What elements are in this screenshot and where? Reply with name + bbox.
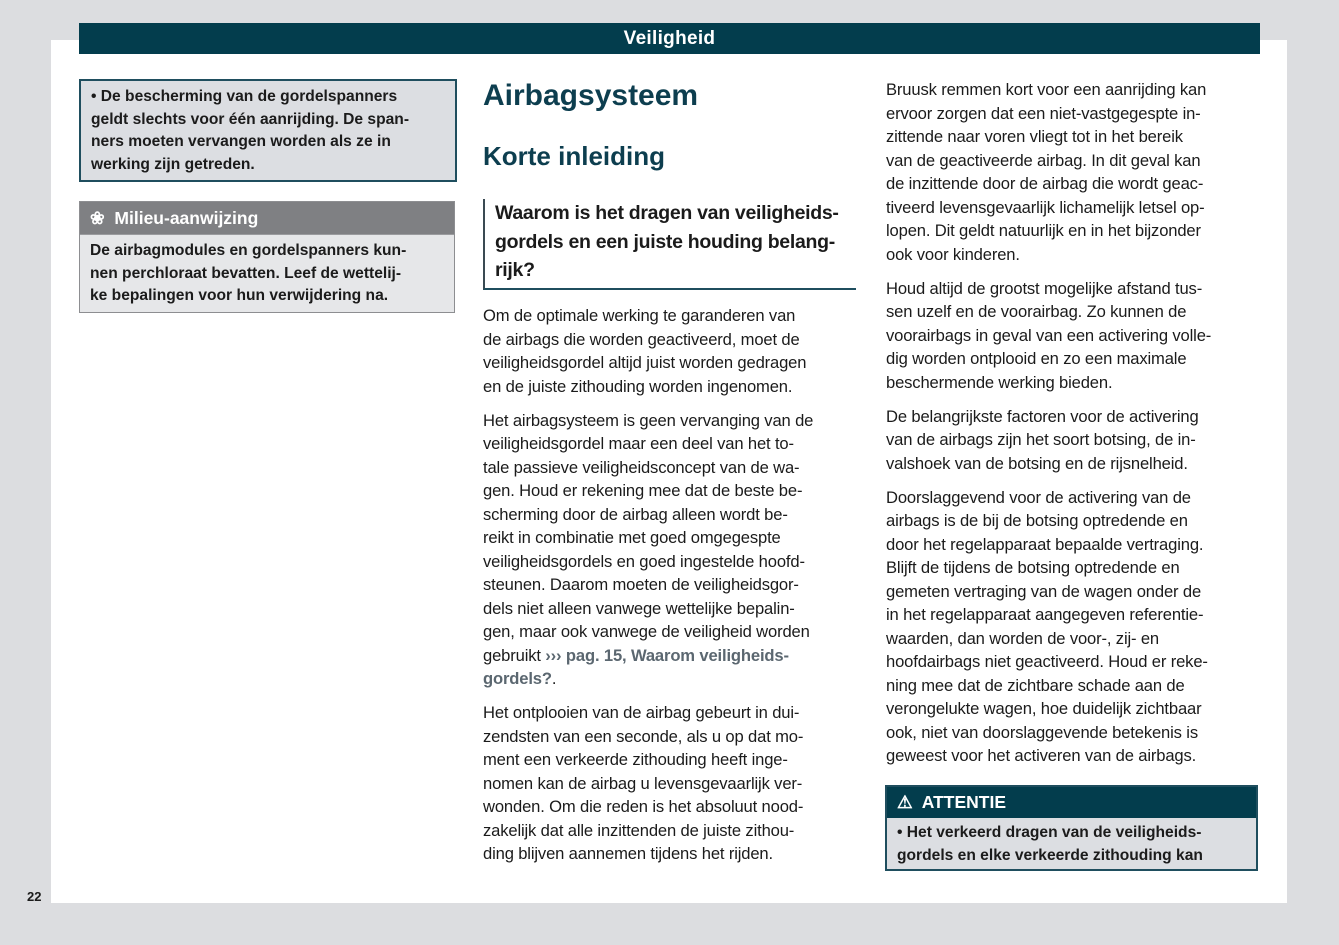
text-line: Het ontplooien van de airbag gebeurt in dui- [483,703,800,722]
text-line: Bruusk remmen kort voor een aanrijding kan [886,80,1207,99]
text-line: ook, niet van doorslaggevende betekenis is [886,722,1198,742]
arrows-icon: ››› [545,645,562,665]
paragraph-lines [483,409,863,644]
text-line: sen uzelf en de voorairbag. Zo kunnen de [886,302,1187,321]
text-line: geweest voor het activeren van de airbags. [886,746,1197,765]
paragraph [886,277,1266,395]
environment-note [79,201,455,313]
text-line: gemeten vertraging van de wagen onder de [886,581,1202,601]
right-column [886,78,1266,778]
attention-body [887,818,1256,869]
flower-icon: ❀ [90,208,105,228]
text-line: ding blijven aannemen tijdens het rijden. [483,844,773,863]
page-number: 22 [27,889,42,904]
page-link[interactable]: pag. 15, Waarom veiligheids- [565,645,789,665]
text-line: waarden, dan worden de voor-, zij- en [886,628,1160,648]
text-line: • Het verkeerd dragen van de veiligheids- [897,824,1202,841]
text: gebruikt [483,645,546,665]
text-line: geldt slechts voor één aanrijding. De span- [91,110,410,128]
paragraph [886,405,1266,476]
text-line: airbags is de bij de botsing optredende en [886,511,1188,530]
text-line: gen, maar ook vanwege de veiligheid worden [483,622,810,641]
attention-header [887,787,1256,818]
text-line: tiveerd levensgevaarlijk lichamelijk letsel op- [886,197,1205,217]
text-line: beschermende werking bieden. [886,372,1113,392]
text-line: zendsten van een seconde, als u op dat mo- [483,726,804,746]
text-line: • De bescherming van de gordelspanners [91,88,398,105]
text-line: steunen. Daarom moeten de veiligheidsgor- [483,575,799,594]
middle-column [483,304,863,876]
text-line: Het airbagsysteem is geen vervanging van de [483,410,814,430]
text-line: in het regelapparaat aangegeven referentie- [886,605,1204,624]
section-header: Veiligheid [79,23,1260,54]
text-line: ook voor kinderen. [886,244,1020,264]
paragraph [483,409,863,691]
text-line: De belangrijkste factoren voor de activering [886,406,1199,426]
text-line: scherming door de airbag alleen wordt be- [483,504,788,524]
text-line: veiligheidsgordels en goed ingestelde hoofd- [483,551,805,571]
text-line: dels niet alleen vanwege wettelijke bepalin- [483,598,795,618]
text-line: door het regelapparaat bepaalde vertraging. [886,534,1204,554]
text-line: ke bepalingen voor hun verwijdering na. [90,287,389,304]
text-line: voorairbags in geval van een activering volle- [886,325,1212,345]
text-line: Waarom is het dragen van veiligheids- [495,202,839,224]
text-line: Blijft de tijdens de botsing optredende en [886,558,1180,577]
question-heading [483,199,856,290]
attention-box [885,785,1258,871]
note-box [79,79,457,182]
text-line: tale passieve veiligheidsconcept van de wa- [483,457,800,477]
text-line: dig worden ontplooid en zo een maximale [886,349,1187,368]
paragraph [483,701,863,866]
text-line: reikt in combinatie met goed omgegespte [483,528,781,547]
warning-icon: ⚠ [897,792,913,812]
paragraph [886,486,1266,768]
reference-line-2 [483,667,863,691]
text-line: wonden. Om die reden is het absoluut nood- [483,797,804,816]
text-line: ervoor zorgen dat een niet-vastgegespte in- [886,103,1201,123]
text-line: ment een verkeerde zithouding heeft inge- [483,750,788,769]
environment-note-title: Milieu-aanwijzing [114,208,259,228]
page-link-2[interactable]: gordels? [483,669,552,688]
text-line: Doorslaggevend voor de activering van de [886,487,1191,507]
text: . [551,669,557,688]
text-line: valshoek van de botsing en de rijsnelheid. [886,453,1188,473]
page-title: Airbagsysteem [483,79,699,112]
text-line: ning mee dat de zichtbare schade aan de [886,675,1185,695]
text-line: zittende naar voren vliegt tot in het bereik [886,127,1183,146]
text-line: De airbagmodules en gordelspanners kun- [90,242,407,259]
text-line: Houd altijd de grootst mogelijke afstand tus- [886,278,1203,298]
text-line: Om de optimale werking te garanderen van [483,306,796,325]
text-line: en de juiste zithouding worden ingenomen. [483,376,793,396]
text-line: de inzittende door de airbag die wordt geac- [886,174,1204,193]
environment-note-header [80,202,454,234]
paragraph [886,78,1266,266]
text-line: lopen. Dit geldt natuurlijk en in het bijzonder [886,221,1201,240]
text-line: nomen kan de airbag u levensgevaarlijk ver- [483,773,803,793]
text-line: van de geactiveerde airbag. In dit geval kan [886,150,1201,170]
attention-title: ATTENTIE [921,792,1007,812]
section-subtitle: Korte inleiding [483,141,665,171]
text-line: van de airbags zijn het soort botsing, de in- [886,430,1196,449]
text-line: hoofdairbags niet geactiveerd. Houd er reke- [886,652,1208,671]
environment-note-body [80,234,454,312]
text-line: rijk? [495,259,535,281]
text-line: veiligheidsgordel altijd juist worden gedragen [483,353,807,372]
text-line: ners moeten vervangen worden als ze in [91,133,391,150]
text-line: verongelukte wagen, hoe duidelijk zichtbaar [886,699,1202,718]
text-line: zakelijk dat alle inzittenden de juiste zithou- [483,820,795,840]
reference-line [483,644,863,668]
text-line: nen perchloraat bevatten. Leef de wettelij- [90,264,402,282]
text-line: gen. Houd er rekening mee dat de beste be- [483,481,803,500]
text-line: de airbags die worden geactiveerd, moet de [483,329,800,349]
text-line: veiligheidsgordel maar een deel van het to- [483,434,794,453]
text-line: werking zijn getreden. [91,155,255,173]
text-line: gordels en elke verkeerde zithouding kan [897,846,1203,864]
paragraph [483,304,863,398]
text-line: gordels en een juiste houding belang- [495,230,835,253]
